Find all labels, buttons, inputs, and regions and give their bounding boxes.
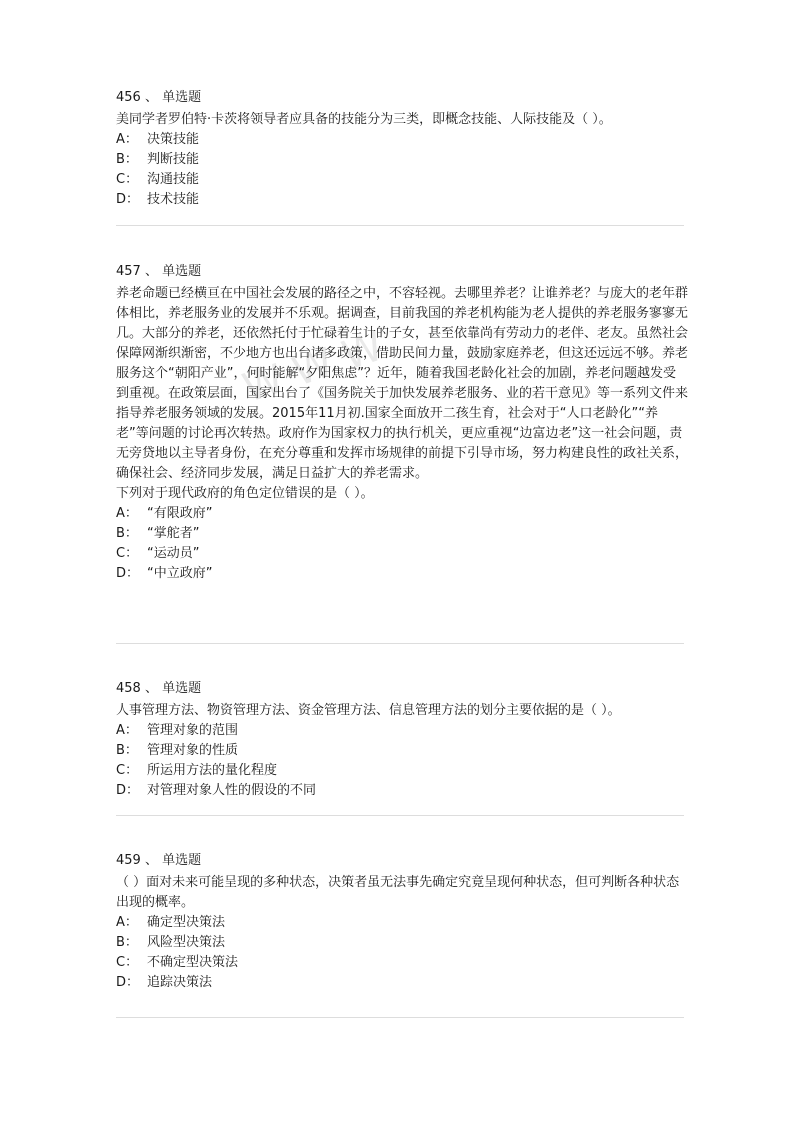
question-type: 单选题 xyxy=(162,90,202,105)
question-separator: 、 xyxy=(144,681,158,696)
option-a: A： 确定型决策法 xyxy=(116,915,226,930)
question-type: 单选题 xyxy=(162,681,202,696)
question-stem: 人事管理方法、物资管理方法、资金管理方法、信息管理方法的划分主要依据的是（ ）。 xyxy=(116,703,621,718)
question-separator: 、 xyxy=(144,264,158,279)
question-stem: （ ）面对未来可能呈现的多种状态，决策者虽无法事先确定究竟呈现何种状态，但可判断各种状态出现的概率。 xyxy=(116,875,680,910)
question-number: 457 xyxy=(116,264,141,279)
question-divider xyxy=(116,815,684,816)
option-b: B： 风险型决策法 xyxy=(116,935,226,950)
option-list xyxy=(116,913,688,993)
question-type: 单选题 xyxy=(162,853,202,868)
option-c: C： “运动员” xyxy=(116,546,200,561)
question-prompt: 下列对于现代政府的角色定位错误的是（ ）。 xyxy=(116,486,374,501)
option-c: C： 不确定型决策法 xyxy=(116,955,239,970)
question-divider xyxy=(116,643,684,644)
question-number: 459 xyxy=(116,853,141,868)
svg-text:W W W: W W W xyxy=(237,323,389,412)
option-c: C： 沟通技能 xyxy=(116,172,200,187)
option-d: D： 追踪决策法 xyxy=(116,975,213,990)
option-list xyxy=(116,130,688,210)
option-b: B： 管理对象的性质 xyxy=(116,743,239,758)
option-a: A： 决策技能 xyxy=(116,132,200,147)
option-b: B： “掌舵者” xyxy=(116,526,200,541)
question-header xyxy=(116,262,688,282)
option-list xyxy=(116,504,688,584)
question-type: 单选题 xyxy=(162,264,202,279)
question-divider xyxy=(116,1017,684,1018)
question-number: 458 xyxy=(116,681,141,696)
option-d: D： 对管理对象人性的假设的不同 xyxy=(116,783,317,798)
question-divider xyxy=(116,225,684,226)
question-header xyxy=(116,88,688,108)
question-separator: 、 xyxy=(144,853,158,868)
question-457 xyxy=(116,262,688,584)
question-458 xyxy=(116,679,688,801)
option-b: B： 判断技能 xyxy=(116,152,200,167)
option-c: C： 所运用方法的量化程度 xyxy=(116,763,278,778)
option-d: D： 技术技能 xyxy=(116,192,200,207)
question-stem: 美同学者罗伯特·卡茨将领导者应具备的技能分为三类，即概念技能、人际技能及（ ）。 xyxy=(116,112,612,127)
question-header xyxy=(116,679,688,699)
question-header xyxy=(116,851,688,871)
option-d: D： “中立政府” xyxy=(116,566,213,581)
option-a: A： 管理对象的范围 xyxy=(116,723,239,738)
question-number: 456 xyxy=(116,90,141,105)
option-list xyxy=(116,721,688,801)
question-459 xyxy=(116,851,688,993)
question-separator: 、 xyxy=(144,90,158,105)
question-stem: 养老命题已经横亘在中国社会发展的路径之中，不容轻视。去哪里养老？让谁养老？与庞大的老年群体相比，养老服务业的发展并不乐观。据调查，目前我国的养老机构能为老人提供的养老服务寥寥无几。大部分的养老，还依然托付于忙碌着生计的子女，甚至依靠尚有劳动力的老伴、老友。虽然社会保障网渐织渐密，不少地方也出台诸多政策，借助民间力量，鼓励家庭养老，但这还远远不够。养老服务这个“朝阳产业”，何时能解“夕阳焦虑”？近年，随着我国老龄化社会的加剧，养老问题越发受到重视。在政策层面，国家出台了《国务院关于加快发展养老服务、业的若干意见》等一系列文件来指导养老服务领域的发展。2015年11月初.国家全面放开二孩生育，社会对于“人口老龄化”“养老”等问题的讨论再次转热。政府作为国家权力的执行机关，更应重视“边富边老”这一社会问题，责无旁贷地以主导者身份，在充分尊重和发挥市场规律的前提下引导市场，努力构建良性的政社关系，确保社会、经济同步发展，满足日益扩大的养老需求。 xyxy=(116,286,689,481)
question-456 xyxy=(116,88,688,210)
option-a: A： “有限政府” xyxy=(116,506,213,521)
